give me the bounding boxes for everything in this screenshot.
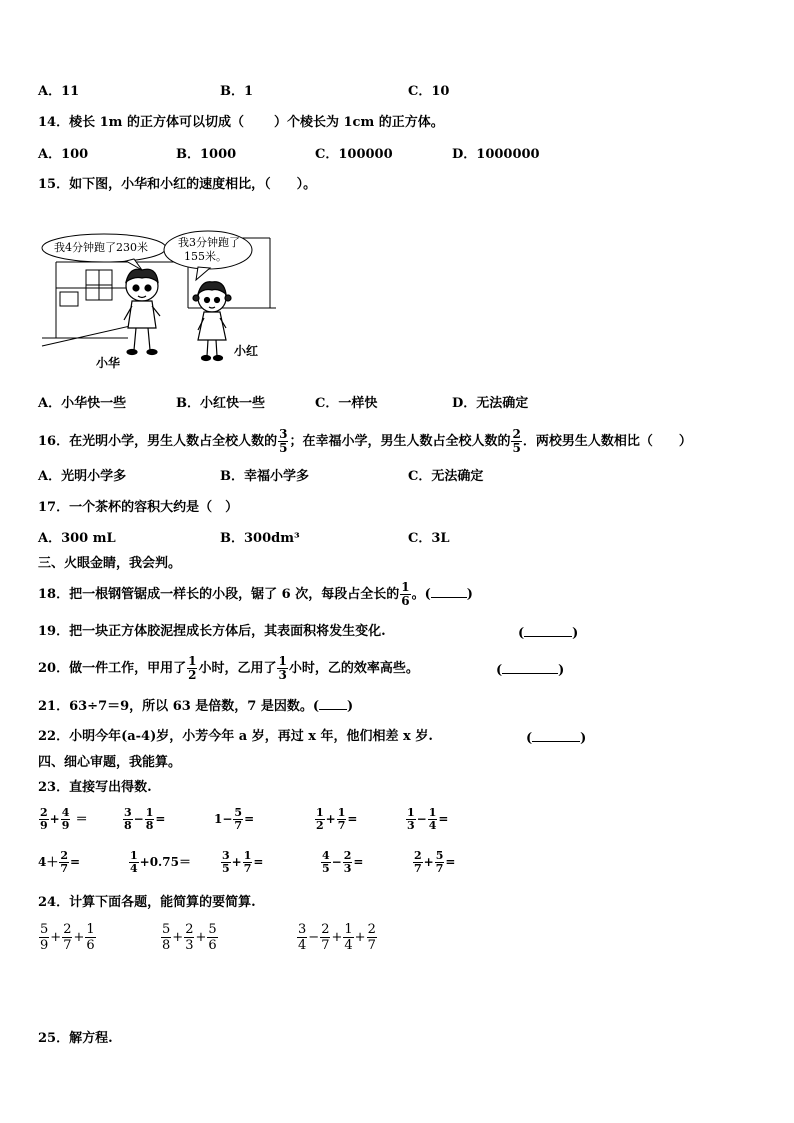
q18-fraction: $\frac{1}{6}$ <box>401 580 410 608</box>
q20-fraction-2: $\frac{1}{3}$ <box>278 654 287 682</box>
q15-illustration <box>38 228 278 370</box>
q20-answer[interactable]: ( ) <box>496 663 565 678</box>
q16-fraction-1: $\frac{3}{5}$ <box>279 427 288 455</box>
q24-expr-1: $\frac{5}{9}$ + $\frac{2}{7}$ + $\frac{1}{6}$ <box>40 922 95 953</box>
q18-text-a: 18．把一根钢管锯成一样长的小段，锯了 6 次，每段占全长的 <box>38 587 400 602</box>
q17-option-b: B．300dm³ <box>220 531 300 546</box>
q15-option-d: D．无法确定 <box>452 396 529 411</box>
q21-question: 21．63÷7＝9，所以 63 是倍数，7 是因数。( ) <box>38 699 354 714</box>
q23-expr-2: $\frac{3}{8}$ − $\frac{1}{8}$ = <box>124 806 166 832</box>
q20-answer-blank[interactable] <box>502 661 558 674</box>
bubble-right-text-1: 我3分钟跑了 <box>178 236 240 249</box>
q17-option-c: C．3L <box>408 531 450 546</box>
q20-fraction-1: $\frac{1}{2}$ <box>188 654 197 682</box>
q18-answer-blank[interactable] <box>431 585 467 598</box>
q22-answer-blank[interactable] <box>532 729 580 742</box>
q20-text-b: 小时，乙用了 <box>198 661 277 676</box>
q16-text-b: ；在幸福小学，男生人数占全校人数的 <box>289 434 511 449</box>
q22-answer[interactable]: ( ) <box>526 731 587 746</box>
q25-question: 25．解方程. <box>38 1031 113 1046</box>
q19-answer[interactable]: ( ) <box>518 626 579 641</box>
bubble-left-text: 我4分钟跑了230米 <box>54 241 148 254</box>
q23-expr-6: 4＋ $\frac{2}{7}$ = <box>38 849 81 875</box>
q23-expr-7: $\frac{1}{4}$ +0.75＝ <box>130 849 191 875</box>
section-4-heading: 四、细心审题，我能算。 <box>38 755 182 770</box>
q15-option-b: B．小红快一些 <box>176 396 265 411</box>
q24-expr-2: $\frac{5}{8}$ + $\frac{2}{3}$ + $\frac{5}{6}$ <box>162 922 217 953</box>
q23-expr-9: $\frac{4}{5}$ − $\frac{2}{3}$ = <box>322 849 364 875</box>
q24-expr-3: $\frac{3}{4}$ − $\frac{2}{7}$ + $\frac{1}{4}$ + $\frac{2}{7}$ <box>298 922 376 953</box>
q13-option-b: B．1 <box>220 84 254 99</box>
q18-text-b: 。( <box>411 587 431 602</box>
q16-option-c: C．无法确定 <box>408 469 484 484</box>
q14-option-c: C．100000 <box>315 147 393 162</box>
name-xiaohong: 小红 <box>234 344 259 358</box>
name-xiaohua: 小华 <box>96 356 121 370</box>
q23-expr-10: $\frac{2}{7}$ + $\frac{5}{7}$ = <box>414 849 456 875</box>
q14-option-a: A．100 <box>38 147 89 162</box>
q15-option-a: A．小华快一些 <box>38 396 127 411</box>
q21-answer-blank[interactable] <box>319 697 347 710</box>
q14-option-b: B．1000 <box>176 147 237 162</box>
q16-text-a: 16．在光明小学，男生人数占全校人数的 <box>38 434 278 449</box>
q21-text: 21．63÷7＝9，所以 63 是倍数，7 是因数。( <box>38 699 320 714</box>
q14-question <box>38 115 444 131</box>
q18-question <box>38 578 473 612</box>
q22-question: 22．小明今年(a-4)岁，小芳今年 a 岁，再过 x 年，他们相差 x 岁. <box>38 729 433 744</box>
q20-question <box>38 652 419 686</box>
q23-expr-1: $\frac{2}{9}$ + $\frac{4}{9}$ ＝ <box>40 806 88 832</box>
q16-fraction-2: $\frac{2}{5}$ <box>512 427 521 455</box>
q16-option-b: B．幸福小学多 <box>220 469 309 484</box>
q19-question: 19．把一块正方体胶泥捏成长方体后，其表面积将发生变化. <box>38 624 386 639</box>
q13-option-c: C．10 <box>408 84 450 99</box>
q20-text-c: 小时，乙的效率高些。 <box>288 661 419 676</box>
q14-text-a: 14．棱长 1m 的正方体可以切成（ <box>38 115 244 130</box>
q18-text-c: ) <box>466 587 473 602</box>
q19-answer-blank[interactable] <box>524 624 572 637</box>
q15-option-c: C．一样快 <box>315 396 378 411</box>
q17-question: 17．一个茶杯的容积大约是（ ） <box>38 500 239 515</box>
q23-expr-8: $\frac{3}{5}$ + $\frac{1}{7}$ = <box>222 849 264 875</box>
girl-figure <box>193 282 231 361</box>
q23-question: 23．直接写出得数. <box>38 780 152 795</box>
q20-text-a: 20．做一件工作，甲用了 <box>38 661 187 676</box>
q16-question <box>38 426 692 458</box>
boy-figure <box>124 269 160 354</box>
q14-option-d: D．1000000 <box>452 147 540 162</box>
q16-option-a: A．光明小学多 <box>38 469 127 484</box>
bubble-right-text-2: 155米。 <box>184 250 227 263</box>
q16-text-c: ．两校男生人数相比（ ） <box>522 434 692 449</box>
q23-expr-3: 1− $\frac{5}{7}$ = <box>214 806 255 832</box>
q13-option-a: A．11 <box>38 84 80 99</box>
q15-question: 15．如下图，小华和小红的速度相比，（ ）。 <box>38 177 317 192</box>
q17-option-a: A．300 mL <box>38 531 116 546</box>
q24-question: 24．计算下面各题，能简算的要简算. <box>38 895 256 910</box>
q23-expr-5: $\frac{1}{3}$ − $\frac{1}{4}$ = <box>407 806 449 832</box>
q14-text-b: ）个棱长为 1cm 的正方体。 <box>273 115 444 130</box>
q23-expr-4: $\frac{1}{2}$ + $\frac{1}{7}$ = <box>316 806 358 832</box>
section-3-heading: 三、火眼金睛，我会判。 <box>38 556 182 571</box>
